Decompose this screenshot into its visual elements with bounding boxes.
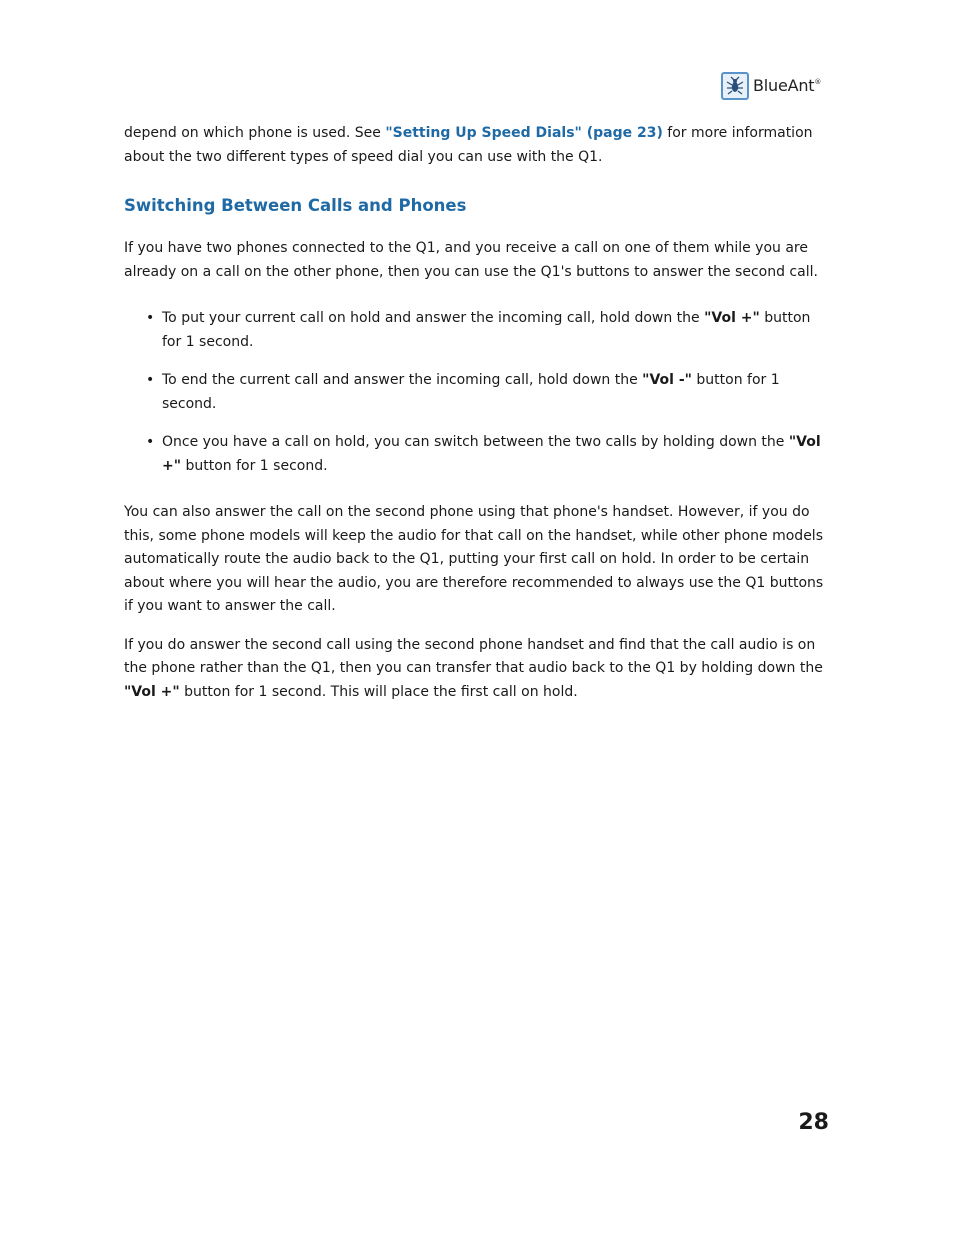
ant-logo-icon [721,72,749,100]
brand-name: BlueAnt® [753,76,822,95]
bullet-icon: • [146,434,155,450]
instructions-list [124,307,830,478]
brand-logo [721,70,821,101]
section-paragraph-3: If you do answer the second call using the second phone handset and find that the call audio is on the phone rather than the Q1, then you can transfer that audio back to the Q1 by holding down the "Vol +" button for 1 second. This will place the first call on hold. [124,636,823,700]
list-item: • To end the current call and answer the incoming call, hold down the "Vol -" button for 1 second. [124,369,830,416]
page-content [124,122,830,704]
section-heading: Switching Between Calls and Phones [124,196,467,215]
intro-paragraph: depend on which phone is used. See "Setting Up Speed Dials" (page 23) for more information about the two different types of speed dial you can use with the Q1. [124,125,813,165]
bullet-icon: • [146,310,155,326]
section-paragraph-2: You can also answer the call on the second phone using that phone's handset. However, if you do this, some phone models will keep the audio for that call on the handset, while other phone models automatically route the audio back to the Q1, putting your first call on hold. In order to be certain about where you will hear the audio, you are therefore recommended to always use the Q1 buttons if you want to answer the call. [124,504,824,614]
section-paragraph-1: If you have two phones connected to the Q1, and you receive a call on one of them while you are already on a call on the other phone, then you can use the Q1's buttons to answer the second call. [124,240,818,280]
speed-dials-link[interactable]: "Setting Up Speed Dials" (page 23) [385,125,663,141]
page-number: 28 [798,1110,829,1135]
list-item: • Once you have a call on hold, you can switch between the two calls by holding down the "Vol +" button for 1 second. [124,431,830,478]
bullet-icon: • [146,372,155,388]
list-item: • To put your current call on hold and answer the incoming call, hold down the "Vol +" button for 1 second. [124,307,830,354]
